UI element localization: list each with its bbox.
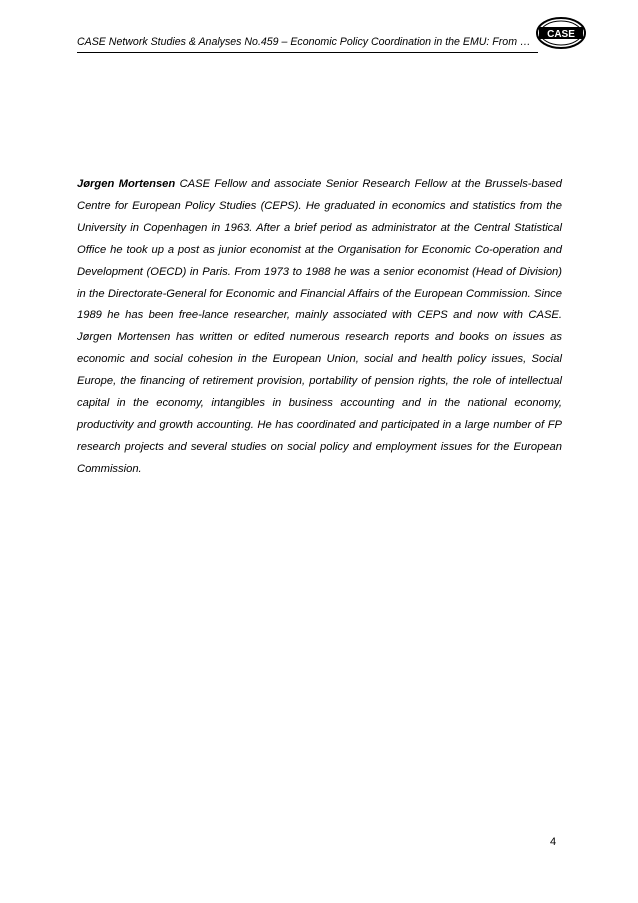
page-number: 4: [550, 836, 557, 848]
author-name: Jørgen Mortensen: [77, 178, 176, 190]
case-logo: [536, 17, 586, 49]
case-logo-text: CASE: [547, 29, 575, 40]
header-title: CASE Network Studies & Analyses No.459 – Economic Policy Coordination in the EMU: From …: [77, 36, 531, 48]
author-bio-text: CASE Fellow and associate Senior Research Fellow at the Brussels-based Centre for European Policy Studies (CEPS). He graduated in economics and statistics from the University in Copenhagen in 1963. After a brief period as administrator at the Central Statistical Office he took up a post as junior economist at the Organisation for Economic Co-operation and Development (OECD) in Paris. From 1973 to 1988 he was a senior economist (Head of Division) in the Directorate-General for Economic and Financial Affairs of the European Commission. Since 1989 he has been free-lance researcher, mainly associated with CEPS and now with CASE. Jørgen Mortensen has written or edited numerous research reports and books on issues as economic and social cohesion in the European Union, social and health policy issues, Social Europe, the financing of retirement provision, portability of pension rights, the role of intellectual capital in the economy, intangibles in business accounting and in the national economy, productivity and growth accounting. He has coordinated and participated in a large number of FP research projects and several studies on social policy and employment issues for the European Commission.: [77, 178, 562, 475]
author-bio: [77, 174, 562, 481]
page-header: [77, 36, 538, 53]
